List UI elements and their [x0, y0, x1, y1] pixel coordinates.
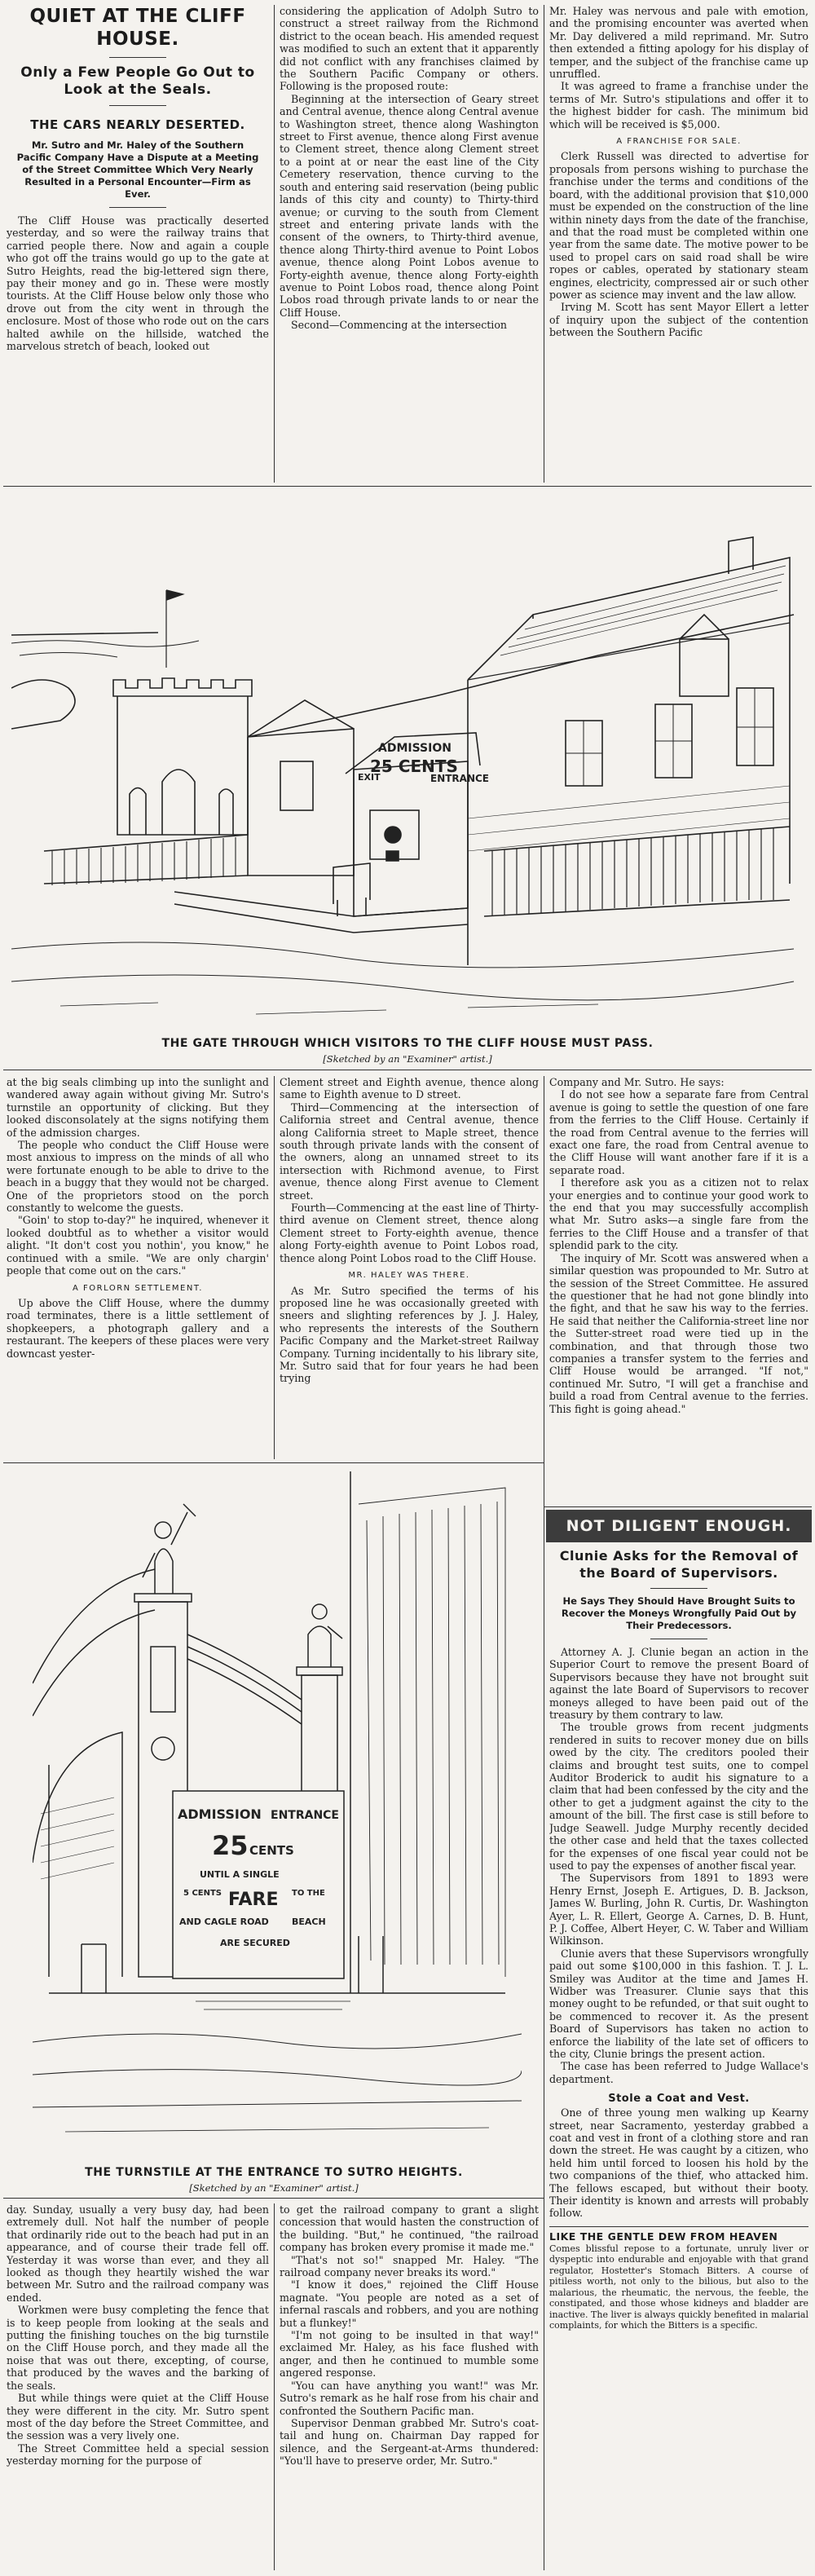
article-2-body-b — [549, 2106, 808, 2220]
figure-1-caption-title: THE GATE THROUGH WHICH VISITORS TO THE CLIFF HOUSE MUST PASS. — [161, 1037, 654, 1050]
article-1-column-2 — [280, 5, 539, 483]
article-1-subhead: Only a Few People Go Out to Look at the Seals. — [20, 64, 255, 98]
article-2-body — [549, 1646, 808, 2085]
article-1-column-3 — [549, 5, 808, 483]
paragraph: to get the railroad company to grant a slight concession that would hasten the construction of the building. "But," he continued, "the railroad company has broken every promise it made me." — [280, 2203, 539, 2254]
gate-sign-exit: EXIT — [358, 772, 381, 783]
paragraph: Second—Commencing at the intersection — [291, 319, 508, 332]
paragraph: at the big seals climbing up into the sunlight and wandered away again without giving Mr. Sutro's turnstile an opportunity of clicking. But they looked disconsolately at the signs notifying them of the admission charges. — [7, 1076, 269, 1139]
figure-1-caption — [16, 1037, 799, 1065]
section-3-col2-body — [280, 2203, 539, 2468]
paragraph: Clunie avers that these Supervisors wrongfully paid out some $100,000 in this fashion. T. J. L. Smiley was Auditor at the time and James H. Widber was Treasurer. Clunie says that this money ought to be refunded, or that suit ought to be commenced to recover it. As the present Board of Supervisors has taken no action to enforce the liability of the late set of officers to the city, Clunie brings the present action. — [549, 1947, 808, 2060]
paragraph: Irving M. Scott has sent Mayor Ellert a letter of inquiry upon the subject of the contention between the Southern Pacific — [549, 301, 808, 339]
paragraph: Clement street and Eighth avenue, thence along same to Eighth avenue to D street. — [280, 1076, 539, 1101]
article-1-subhead-2: THE CARS NEARLY DESERTED. — [30, 117, 245, 132]
paragraph: considering the application of Adolph Sutro to construct a street railway from the Richmond district to the ocean beach. His amended request was modified to such an extent that it apparently did not conflict with any franchises claimed by the Southern Pacific Company or others. Following is the proposed route: — [280, 5, 539, 93]
figure-2-credit: [Sketched by an "Examiner" artist.] — [189, 2182, 359, 2194]
paragraph: The Street Committee held a special session yesterday morning for the purpose of — [7, 2441, 269, 2468]
paragraph: The inquiry of Mr. Scott was answered when a similar question was propounded to Mr. Sutro at the session of the Street Committee. He assured the questioner that he had not gone blindly into the fight, and that he saw his way to the ferries. He said that neither the California-street line nor the Sutter-street road were tied up in the combination, and that through those two companies a transfer system to the ferries and Cliff House would be arranged. "If not," continued Mr. Sutro, "I will get a franchise and build a road from Central avenue to the ferries. This fight is going ahead." — [549, 1251, 808, 1415]
paragraph: "I know it does," rejoined the Cliff House magnate. "You people are noted as a set of infernal rascals and robbers, and you are nothing but a flunkey!" — [280, 2278, 539, 2329]
turnstile-sign-fare: FARE — [228, 1890, 279, 1910]
section-3-col1-body — [7, 2203, 269, 2468]
paragraph: The people who conduct the Cliff House were most anxious to impress on the minds of all who were fortunate enough to be able to drive to the beach in a buggy that they would not be charged. One of the proprietors stood on the porch constantly to welcome the guests. — [7, 1139, 269, 1215]
article-1-col3-body — [549, 5, 808, 130]
paragraph: The Supervisors from 1891 to 1893 were Henry Ernst, Joseph E. Artigues, D. B. Jackson, James W. Burling, John R. Curtis, Dr. Washington Ayer, L. R. Ellert, George A. Carnes, D. B. Hunt, P. J. Coffee, Albert Heyer, C. W. Taber and William Wilkinson. — [549, 1872, 808, 1947]
paragraph: Third—Commencing at the intersection of California street and Central avenue, thence along California street to Maple street, thence south through private lands with the consent of the owners, along an unnamed street to its intersection with Richmond avenue, to First avenue, thence along First avenue to Clement street. — [280, 1101, 539, 1202]
article-2-column — [549, 1547, 808, 2571]
paragraph: Mr. Haley was nervous and pale with emotion, and the promising encounter was averted when Mr. Day delivered a mild reprimand. Mr. Sutro then extended a fitting apology for his display of temper, and the subject of the franchise came up unruffled. — [549, 5, 808, 81]
article-1-col2-body — [280, 5, 539, 332]
turnstile-sign-route: AND CAGLE ROAD — [179, 1917, 269, 1927]
paragraph: Attorney A. J. Clunie began an action in the Superior Court to remove the present Board of Supervisors because they have not brought suit against the late Board of Supervisors to recover moneys alleged to have been paid out of the treasury by them contrary to law. — [549, 1646, 808, 1722]
turnstile-sign-admission: ADMISSION — [178, 1806, 262, 1822]
paragraph: "I'm not going to be insulted in that way!" exclaimed Mr. Haley, as his face flushed with anger, and then he continued to mumble some angered response. — [280, 2329, 539, 2380]
section-2-col1-body-b — [7, 1297, 269, 1360]
section-2-column-2 — [280, 1076, 539, 1459]
paragraph: I therefore ask you as a citizen not to relax your energies and to continue your good work to the end that you may successfully accomplish what Mr. Sutro asks—a single fare from the ferries to the Cliff House and a transfer of that splendid park to the city. — [549, 1176, 808, 1252]
ad-text: Comes blissful repose to a fortunate, unruly liver or dyspeptic into endurable and enjoyable with that grand regulator, Hostetter's Stomach Bitters. A course of pitiless worth, not only to the bilious, but also to the malarious, the rheumatic, the nervous, the feeble, the constipated, and those whose kidneys and bladder are inactive. The liver is always quickly benefited in malarial complaints, for which the Bitters is a specific. — [549, 2243, 808, 2331]
paragraph: The Cliff House was practically deserted yesterday, and so were the railway trains that carried people there. Now and again a couple who got off the trains would go up to the gate at Sutro Heights, read the big-lettered sign there, pay their money and go in. These were mostly tourists. At the Cliff House below only those who drove out from the city went in through the enclosure. Most of those who rode out on the cars halted awhile on the hillside, watched the marvelous stretch of beach, looked out — [7, 214, 269, 353]
article-2-deck: He Says They Should Have Brought Suits to Recover the Moneys Wrongfully Paid Out by Their Predecessors. — [561, 1595, 797, 1631]
article-2-subhead: Clunie Asks for the Removal of the Board of Supervisors. — [559, 1548, 799, 1581]
turnstile-sign-to: TO THE — [292, 1889, 325, 1898]
turnstile-sign-secured: ARE SECURED — [220, 1938, 290, 1948]
section-2-column-3 — [549, 1076, 808, 1503]
section-2-col3-body — [549, 1076, 808, 1415]
paragraph: Clerk Russell was directed to advertise for proposals from persons wishing to purchase the franchise under the terms and conditions of the board, with the additional provision that $10,000 must be expended on the construction of the line within ninety days from the date of the franchise, and that the road must be completed within one year from the same date. The motive power to be used to propel cars on said road shall be wire ropes or cables, operated by stationary steam engines, electricity, compressed air or such other power as science may invent and the law allow. — [549, 150, 808, 301]
paragraph: Supervisor Denman grabbed Mr. Sutro's coat-tail and hung on. Chairman Day rapped for silence, and the Sergeant-at-Arms thundered: "You'll have to preserve order, Mr. Sutro." — [280, 2416, 539, 2468]
turnstile-sign-entrance: ENTRANCE — [271, 1809, 339, 1822]
illustration-sutro-turnstile — [33, 1471, 522, 2156]
turnstile-sign-5cents: 5 CENTS — [183, 1889, 222, 1898]
paragraph: Company and Mr. Sutro. He says: — [549, 1076, 725, 1088]
paragraph: The case has been referred to Judge Wallace's department. — [549, 2060, 808, 2085]
article-1-headline: QUIET AT THE CLIFF HOUSE. — [29, 6, 246, 50]
article-2-subhead-2: Stole a Coat and Vest. — [608, 2093, 750, 2106]
paragraph: It was agreed to frame a franchise under the terms of Mr. Sutro's stipulations and offer it to the highest bidder for cash. The minimum bid which will be received is $5,000. — [549, 80, 808, 130]
article-1-col3-body-b — [549, 150, 808, 338]
turnstile-sketch-svg — [33, 1471, 522, 2156]
paragraph: day. Sunday, usually a very busy day, had been extremely dull. Not half the number of people that ordinarily ride out to the beach had put in an appearance, and of course their trade fell off. Yesterday it was worse than ever, and they all looked as though they heartily wished the war between Mr. Sutro and the railroad company was ended. — [7, 2203, 269, 2304]
turnstile-sign-until: UNTIL A SINGLE — [200, 1869, 280, 1880]
paragraph: Fourth—Commencing at the east line of Thirty-third avenue on Clement street, thence along Clement street to Forty-eighth avenue, thence along Forty-eighth avenue to Point Lobos road, thence along Point Lobos road to the Cliff House. — [280, 1202, 539, 1264]
paragraph: "That's not so!" snapped Mr. Haley. "The railroad company never breaks its word." — [280, 2253, 539, 2279]
paragraph: "You can have anything you want!" was Mr. Sutro's remark as he half rose from his chair and confronted the Southern Pacific man. — [280, 2379, 539, 2417]
section-2-col2-subhead: MR. HALEY WAS THERE. — [348, 1271, 470, 1281]
turnstile-sign-beach: BEACH — [292, 1917, 326, 1927]
article-1-column-1 — [7, 5, 269, 483]
section-3-column-1 — [7, 2203, 269, 2570]
figure-1-credit: [Sketched by an "Examiner" artist.] — [323, 1053, 492, 1065]
paragraph: One of three young men walking up Kearny street, near Sacramento, yesterday grabbed a coat and vest in front of a clothing store and ran down the street. He was caught by a citizen, who held him until forced to loosen his hold by the two companions of the thief, who attacked him. The fellows escaped, but without their booty. Their identity is known and arrests will probably follow. — [549, 2106, 808, 2220]
ad-title: LIKE THE GENTLE DEW FROM HEAVEN — [549, 2230, 778, 2243]
gate-sketch-svg — [11, 492, 802, 1030]
figure-2-caption-title: THE TURNSTILE AT THE ENTRANCE TO SUTRO HEIGHTS. — [85, 2166, 463, 2179]
section-2-col2-body — [280, 1076, 539, 1264]
article-2-headline: NOT DILIGENT ENOUGH. — [546, 1510, 812, 1542]
paragraph: Workmen were busy completing the fence that is to keep people from looking at the seals and putting the finishing touches on the big turnstile on the Cliff House porch, and they made all the noise that was out there, excepting, of course, that produced by the waves and the barking of the seals. — [7, 2304, 269, 2392]
gate-sign-price: 25 CENTS — [370, 756, 458, 776]
article-1-col1-body — [7, 214, 269, 352]
turnstile-sign-cents: CENTS — [249, 1843, 294, 1858]
gate-sign-entrance: ENTRANCE — [430, 773, 489, 784]
illustration-cliff-house-gate — [11, 492, 802, 1030]
paragraph: Beginning at the intersection of Geary street and Central avenue, thence along Central avenue to Washington street, thence along Washington street to First avenue, thence along First avenue to Clement street, thence along Clement street to a point at or near the east line of the City Cemetery reservation, thence curving to the south and entering said reservation (being public lands of this city and county) to Thirty-third avenue; or curving to the south from Clement street and entering private lands with the consent of the owners, to Thirty-third avenue, thence along Thirty-third avenue to Point Lobos avenue, thence along Point Lobos avenue to Forty-eighth avenue, thence along Forty-eighth avenue to Point Lobos road, thence along Point Lobos road through private lands to or near the Cliff House. — [280, 92, 539, 319]
section-2-col1-subhead: A FORLORN SETTLEMENT. — [73, 1283, 203, 1293]
paragraph: As Mr. Sutro specified the terms of his proposed line he was occasionally greeted with sneers and slighting references by J. J. Haley, who represents the interests of the Southern Pacific Company and the Market-street Railway Company. Turning incidentally to his library site, Mr. Sutro said that for four years he had been trying — [280, 1284, 539, 1385]
section-2-col2-body-b — [280, 1285, 539, 1385]
paragraph: But while things were quiet at the Cliff House they were different in the city. Mr. Sutro spent most of the day before the Street Committee, and the session was a very lively one. — [7, 2392, 269, 2442]
paragraph: I do not see how a separate fare from Central avenue is going to settle the question of one fare from the ferries to the Cliff House. Certainly if the road from Central avenue to the ferries will exact one fare, the road from Central avenue to the Cliff House will want another fare if it is a separate road. — [549, 1088, 808, 1176]
article-1-col3-subhead: A FRANCHISE FOR SALE. — [616, 137, 742, 147]
figure-2-caption — [8, 2166, 540, 2194]
paragraph: The trouble grows from recent judgments rendered in suits to recover money due on bills owed by the city. The creditors pooled their claims and brought test suits, one to compel Auditor Broderick to audit his signature to a claim that had been confessed by the city and the other to get a judgment against the city to the amount of the bill. The first case is still before to Judge Seawell. Judge Murphy recently decided the other case and held that the taxes collected for the expenses of one fiscal year could not be used to pay the expenses of another fiscal year. — [549, 1721, 808, 1872]
paragraph: Up above the Cliff House, where the dummy road terminates, there is a little settlement of shopkeepers, a photograph gallery and a restaurant. The keepers of these places were very downcast yester- — [7, 1296, 269, 1360]
article-1-deck: Mr. Sutro and Mr. Haley of the Southern Pacific Company Have a Dispute at a Meeting of the Street Committee Which Very Nearly Resulted in a Personal Encounter—Firm as Ever. — [16, 139, 259, 200]
paragraph: "Goin' to stop to-day?" he inquired, whenever it looked doubtful as to whether a visitor would alight. "It don't cost you nothin', you know," he continued with a smile. "We are only chargin' people that come out on the cars." — [7, 1214, 269, 1277]
section-3-column-2 — [280, 2203, 539, 2570]
turnstile-sign-price: 25 — [212, 1830, 249, 1861]
gate-sign-admission: ADMISSION — [378, 742, 452, 755]
section-2-col1-body — [7, 1076, 269, 1277]
section-2-column-1 — [7, 1076, 269, 1459]
